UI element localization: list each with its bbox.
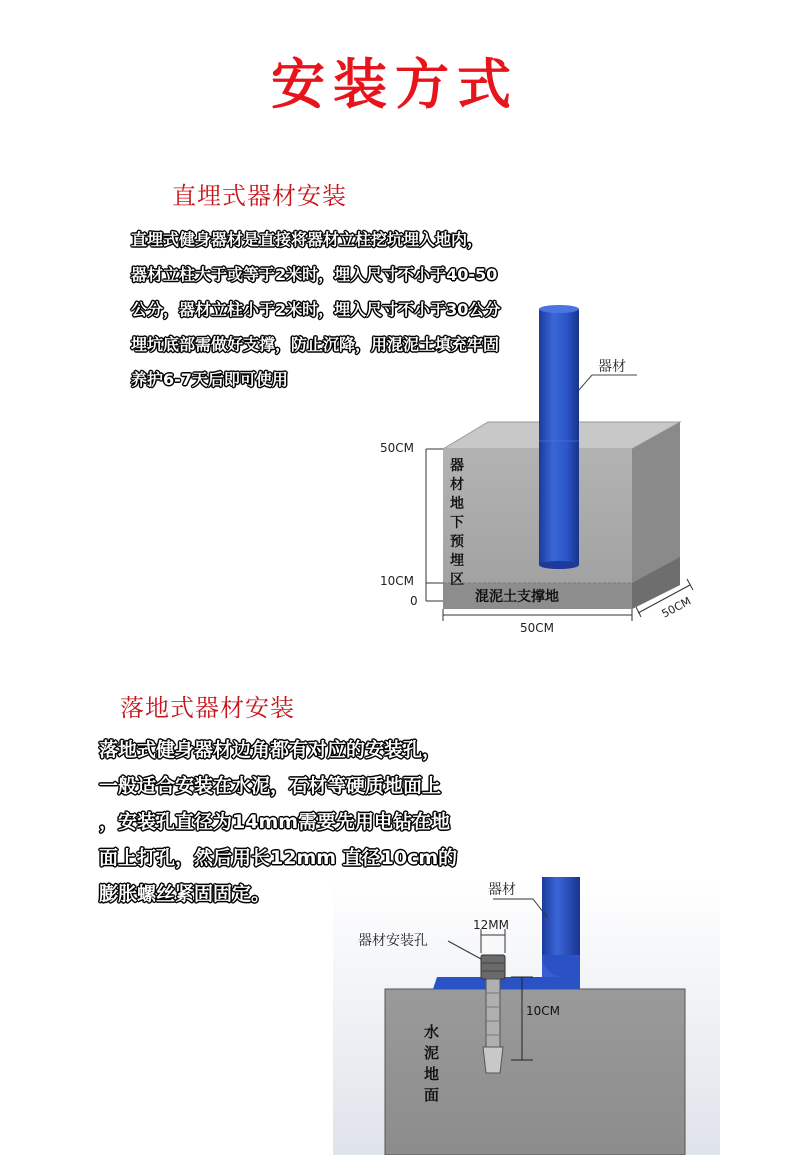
anchor-bolt — [486, 979, 500, 1049]
zone-label-char: 下 — [450, 515, 464, 531]
text-line: 埋坑底部需做好支撑，防止沉降，用混泥土填充牢固 — [131, 335, 500, 354]
section-heading-floor-mount: 落地式器材安装 — [120, 694, 295, 722]
equipment-label: 器材 — [488, 882, 516, 898]
mark-50cm: 50CM — [380, 441, 415, 455]
equipment-label: 器材 — [598, 359, 626, 375]
zone-label-char: 器 — [450, 458, 464, 474]
text-line: 落地式健身器材边角都有对应的安装孔， — [99, 739, 442, 761]
text-line: 器材立柱大于或等于2米时，埋入尺寸不小于40-50 — [131, 265, 498, 284]
floor-mount-diagram — [333, 877, 720, 1155]
depth-label: 10CM — [526, 1004, 561, 1018]
text-line: 面上打孔，然后用长12mm 直径10cm的 — [99, 847, 458, 869]
ground-label-char: 面 — [424, 1086, 440, 1104]
zone-label-char: 预 — [450, 534, 464, 550]
mark-0: 0 — [410, 594, 418, 608]
hole-label: 器材安装孔 — [358, 933, 428, 949]
zone-label-char: 区 — [450, 572, 464, 588]
text-line: 膨胀螺丝紧固固定。 — [99, 883, 271, 905]
width-label: 50CM — [520, 621, 555, 635]
zone-label-char: 地 — [450, 496, 464, 512]
support-label: 混泥土支撑地 — [475, 589, 559, 605]
text-line: 一般适合安装在水泥，石材等硬质地面上 — [99, 775, 442, 797]
direct-burial-diagram — [360, 295, 730, 640]
ground-label-char: 地 — [424, 1065, 440, 1083]
text-line: 直埋式健身器材是直接将器材立柱挖坑埋入地内， — [131, 230, 484, 249]
ground-label-char: 水 — [424, 1023, 440, 1041]
page-title: 安装方式 — [271, 53, 519, 116]
section-heading-direct-burial: 直埋式器材安装 — [172, 182, 347, 210]
ground-label-char: 泥 — [424, 1044, 440, 1062]
mark-10cm: 10CM — [380, 574, 415, 588]
text-line: 养护6-7天后即可使用 — [131, 370, 288, 389]
zone-label-char: 材 — [450, 477, 464, 493]
bolt-head — [481, 955, 505, 979]
text-line: 公分，器材立柱小于2米时，埋入尺寸不小于30公分 — [131, 300, 501, 319]
text-line: ，安装孔直径为14mm需要先用电钻在地 — [99, 811, 451, 833]
equipment-pipe — [539, 309, 579, 565]
zone-label-char: 埋 — [450, 553, 464, 569]
depth-label: 50CM — [659, 594, 694, 621]
concrete-front-face — [443, 449, 632, 583]
hole-size-label: 12MM — [473, 918, 509, 932]
